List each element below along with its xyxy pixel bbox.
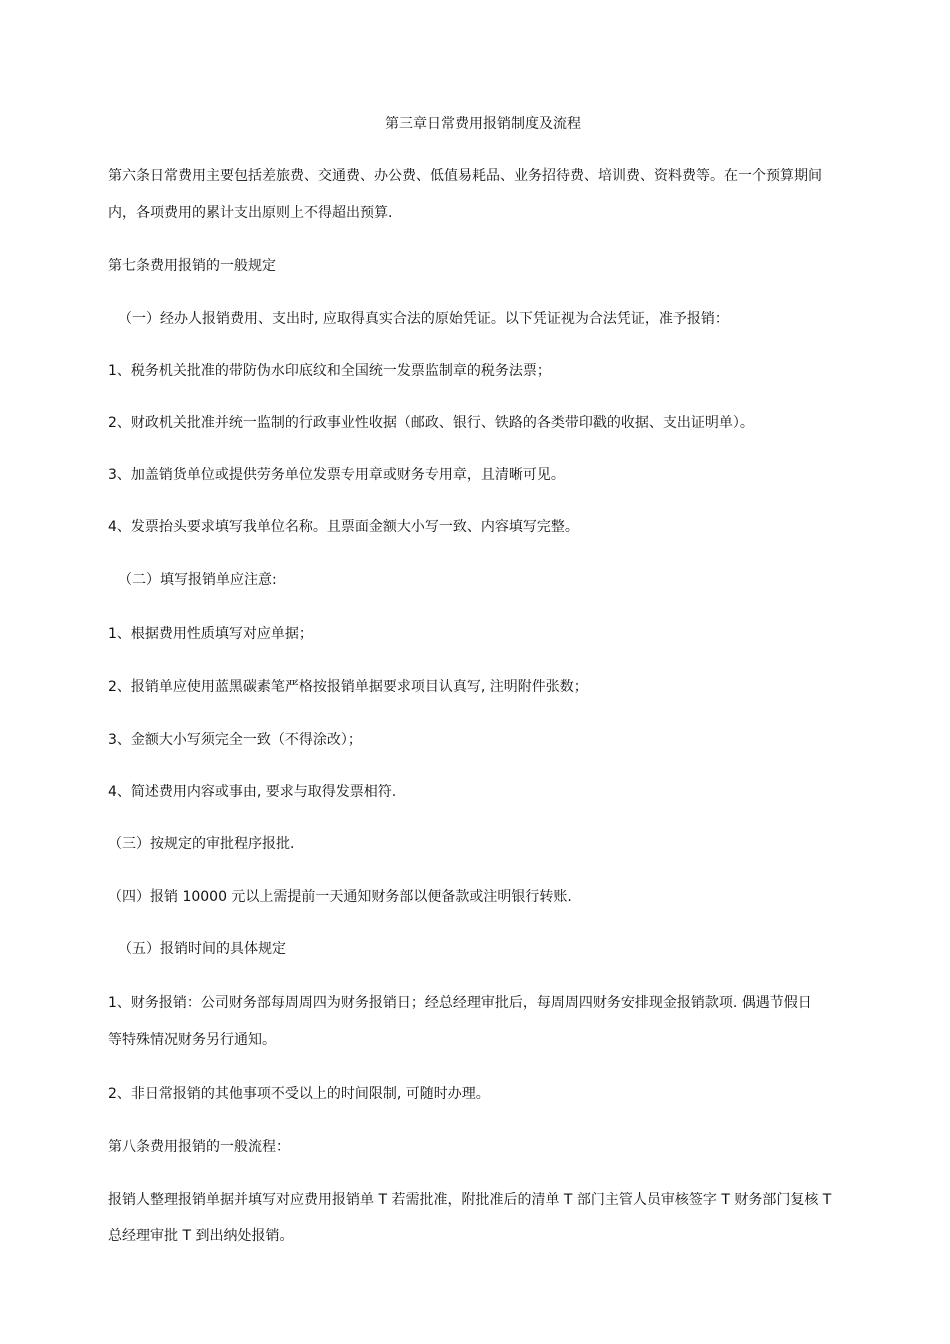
article-6-line-1: 第六条日常费用主要包括差旅费、交通费、办公费、低值易耗品、业务招待费、培训费、资料费等。在一个预算期间 (108, 168, 822, 184)
section-5-item-1-line-2: 等特殊情况财务另行通知。 (108, 1032, 276, 1048)
section-5-heading: （五）报销时间的具体规定 (118, 941, 286, 957)
article-8-heading: 第八条费用报销的一般流程： (108, 1139, 290, 1155)
section-2-item-1: 1、根据费用性质填写对应单据； (108, 626, 313, 642)
section-5-item-1-line-1: 1、财务报销：公司财务部每周周四为财务报销日；经总经理审批后，每周周四财务安排现金报销款项. 偶遇节假日 (108, 995, 812, 1011)
section-2-heading: （二）填写报销单应注意: (118, 572, 277, 588)
section-2-item-4: 4、简述费用内容或事由, 要求与取得发票相符. (108, 784, 397, 800)
article-6-line-2: 内，各项费用的累计支出原则上不得超出预算. (108, 205, 393, 221)
section-4: （四）报销 10000 元以上需提前一天通知财务部以便备款或注明银行转账. (108, 889, 572, 905)
section-2-item-3: 3、金额大小写须完全一致（不得涂改）； (108, 732, 362, 748)
section-2-item-2: 2、报销单应使用蓝黑碳素笔严格按报销单据要求项目认真写, 注明附件张数； (108, 679, 588, 695)
section-1-item-1: 1、税务机关批准的带防伪水印底纹和全国统一发票监制章的税务法票； (108, 363, 551, 379)
chapter-title: 第三章日常费用报销制度及流程 (385, 116, 581, 132)
section-5-item-2: 2、非日常报销的其他事项不受以上的时间限制, 可随时办理。 (108, 1086, 490, 1102)
section-1-heading: （一）经办人报销费用、支出时, 应取得真实合法的原始凭证。以下凭证视为合法凭证，准予报销： (118, 311, 729, 327)
section-1-item-3: 3、加盖销货单位或提供劳务单位发票专用章或财务专用章，且清晰可见。 (108, 467, 565, 483)
section-1-item-4: 4、发票抬头要求填写我单位名称。且票面金额大小写一致、内容填写完整。 (108, 519, 579, 535)
article-8-line-2: 总经理审批 T 到出纳处报销。 (108, 1228, 294, 1244)
section-1-item-2: 2、财政机关批准并统一监制的行政事业性收据（邮政、银行、铁路的各类带印戳的收据、支出证明单）。 (108, 415, 754, 431)
article-8-line-1: 报销人整理报销单据并填写对应费用报销单 T 若需批准，附批准后的清单 T 部门主管人员审核签字 T 财务部门复核 T (108, 1192, 832, 1208)
article-7-heading: 第七条费用报销的一般规定 (108, 258, 276, 274)
section-3: （三）按规定的审批程序报批. (108, 836, 295, 852)
